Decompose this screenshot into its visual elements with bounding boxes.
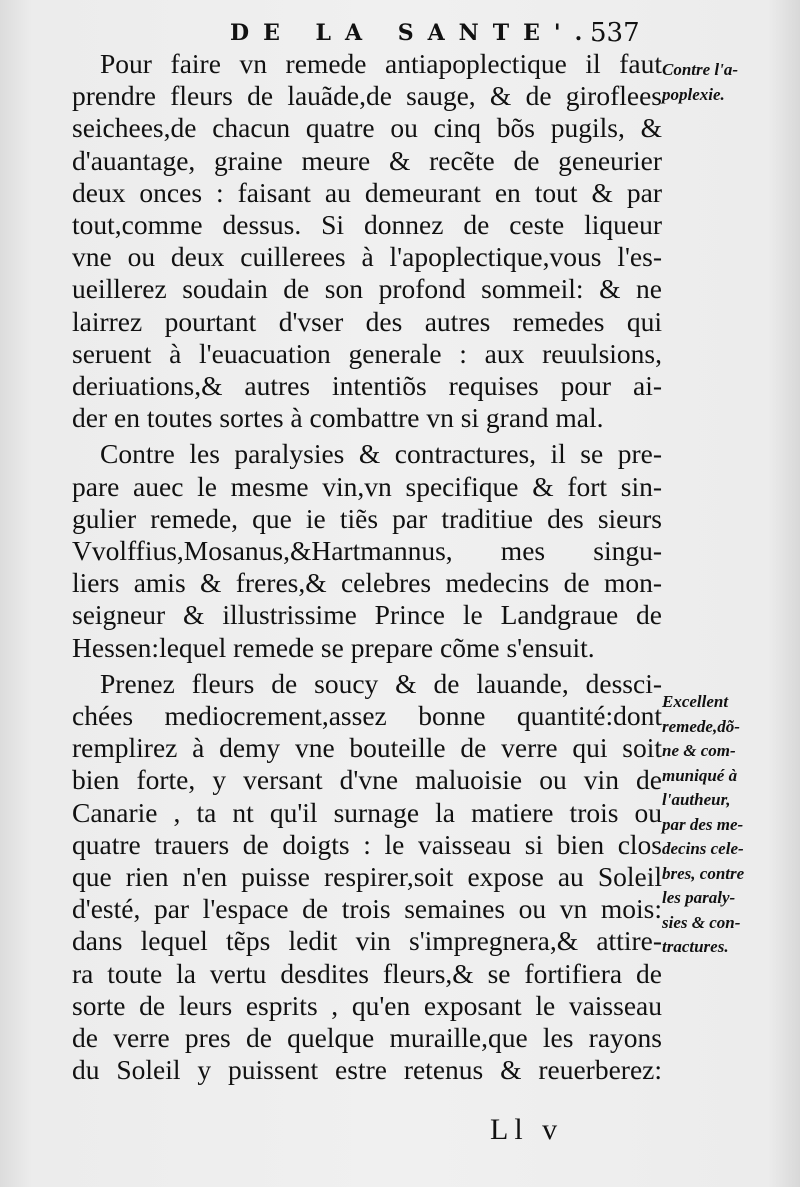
text-line: Prenez fleurs de soucy & de lauande, dessci-	[100, 667, 662, 699]
text-line: gulier remede, que ie tiẽs par traditiue des sieurs	[72, 502, 662, 534]
margin-note-apoplexy	[662, 58, 794, 107]
text-line: vne ou deux cuillerees à l'apoplectique,vous l'es-	[72, 241, 662, 273]
text-line: dans lequel tẽps ledit vin s'impregnera,& attire-	[72, 925, 662, 957]
text-line: Pour faire vn remede antiapoplectique il faut	[100, 48, 662, 79]
margin-note-line: Excellent	[662, 692, 729, 711]
text-line: sorte de leurs esprits , qu'en exposant le vaisseau	[72, 989, 662, 1021]
text-line: quatre trauers de doigts : le vaisseau si bien clos	[72, 828, 662, 860]
text-line: der en toutes sortes à combattre vn si grand mal.	[72, 402, 604, 434]
text-line: deriuations,& autres intentiõs requises pour ai-	[72, 370, 662, 402]
text-line: bien forte, y versant d'vne maluoisie ou vin de	[72, 764, 662, 796]
paragraph-apoplexy-remedy	[72, 48, 662, 434]
text-line: pare auec le mesme vin,vn specifique & fort sin-	[72, 470, 662, 502]
text-line: Hessen:lequel remede se prepare cõme s'ensuit.	[72, 631, 595, 663]
margin-note-line: bres, contre	[662, 863, 745, 883]
margin-note-line: sies & con-	[662, 912, 741, 932]
text-line: d'esté, par l'espace de trois semaines ou vn mois:	[72, 893, 662, 925]
text-line: liers amis & freres,& celebres medecins de mon-	[72, 567, 662, 599]
margin-note-line: par des me-	[662, 814, 744, 834]
signature-mark: Ll v	[490, 1113, 564, 1146]
text-line: ra toute la vertu desdites fleurs,& se fortifiera de	[72, 957, 662, 989]
text-line: lairrez pourtant d'vser des autres remedes qui	[72, 305, 662, 337]
margin-note-line: ne & com-	[662, 741, 736, 760]
margin-note-line: Contre l'a-	[662, 60, 739, 79]
margin-note-line: tractures.	[662, 937, 729, 956]
text-line: ueillerez soudain de son profond sommeil: & ne	[72, 273, 662, 305]
text-line: Vvolffius,Mosanus,&Hartmannus, mes singu-	[72, 535, 662, 567]
text-line: que rien n'en puisse respirer,soit expose au Soleil	[72, 861, 662, 893]
text-line: Canarie , ta nt qu'il surnage la matiere trois ou	[72, 796, 662, 828]
text-line: remplirez à demy vne bouteille de verre qui soit	[72, 732, 662, 764]
margin-note-line: decins cele-	[662, 839, 744, 858]
margin-note-line: muniqué à	[662, 765, 738, 785]
margin-note-line: remede,dõ-	[662, 716, 740, 736]
text-line: du Soleil y puissent estre retenus & reuerberez:	[72, 1054, 662, 1086]
text-line: prendre fleurs de lauãde,de sauge, & de giroflees	[72, 80, 662, 112]
text-line: tout,comme dessus. Si donnez de ceste liqueur	[72, 209, 662, 241]
text-line: seruent à l'euacuation generale : aux reuulsions,	[72, 337, 662, 369]
margin-note-excellent-remedy	[662, 690, 794, 960]
margin-note-line: l'autheur,	[662, 790, 731, 809]
margin-note-line: poplexie.	[662, 84, 725, 104]
paragraph-preparation	[72, 668, 662, 1087]
paragraph-paralysis-remedy	[72, 438, 662, 663]
text-line: deux onces : faisant au demeurant en tout & par	[72, 176, 662, 208]
text-line: seigneur & illustrissime Prince le Landgraue de	[72, 599, 662, 631]
text-line: d'auantage, graine meure & recẽte de geneurier	[72, 144, 662, 176]
text-line: chées mediocrement,assez bonne quantité:dont	[72, 700, 662, 732]
page-number: 537	[590, 18, 640, 48]
margin-note-line: les paraly-	[662, 888, 736, 907]
text-line: Contre les paralysies & contractures, il se pre-	[100, 438, 662, 470]
main-text	[72, 48, 662, 1087]
text-line: de verre pres de quelque muraille,que les rayons	[72, 1022, 662, 1054]
running-title: DE LA SANTE'.	[230, 20, 597, 46]
text-line: seichees,de chacun quatre ou cinq bõs pugils, &	[72, 112, 662, 144]
